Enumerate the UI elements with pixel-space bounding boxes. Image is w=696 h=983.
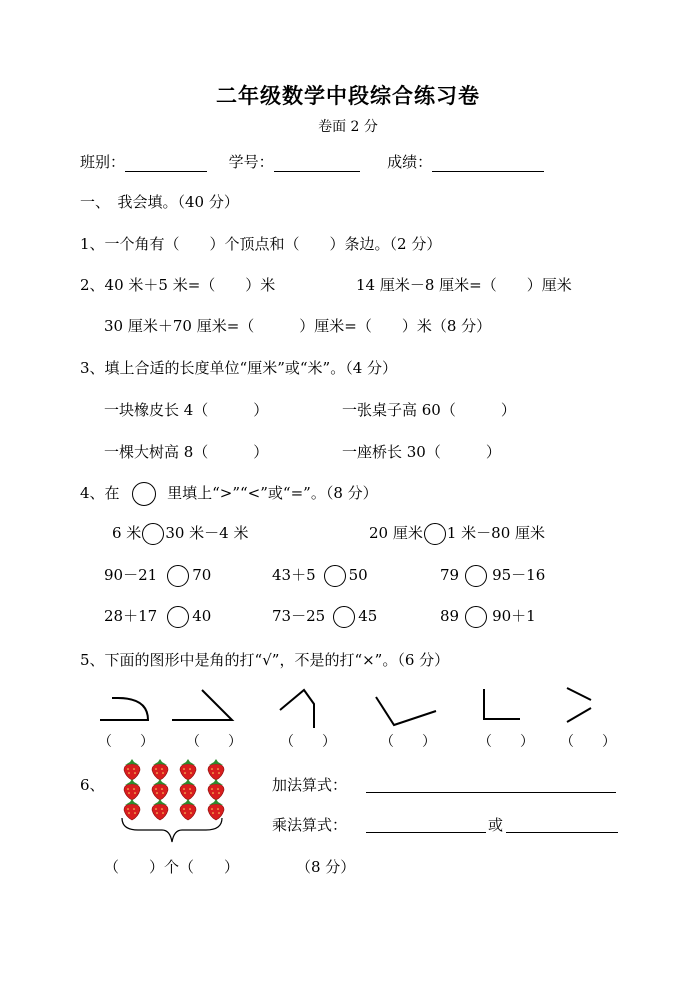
compare-right: 95－16 bbox=[492, 566, 546, 584]
figure-6-line-bottom bbox=[567, 708, 591, 722]
strawberry-icon bbox=[152, 779, 168, 800]
figure-2-angle bbox=[170, 686, 240, 726]
section-heading: 一、 我会填。（40 分） bbox=[80, 193, 239, 211]
compare-left: 43＋5 bbox=[272, 566, 316, 584]
compare-left: 73－25 bbox=[272, 607, 326, 625]
compare-circle[interactable] bbox=[333, 606, 355, 628]
compare-right: 1 米－80 厘米 bbox=[446, 524, 546, 542]
compare-item bbox=[104, 606, 211, 628]
class-label: 班别： bbox=[80, 153, 126, 171]
figure-2-path bbox=[172, 690, 232, 720]
unit-item: 一棵大树高 8（ ） bbox=[104, 443, 269, 461]
question-1: 1、一个角有（ ）个顶点和（ ）条边。（2 分） bbox=[80, 235, 442, 253]
compare-left: 6 米 bbox=[112, 524, 142, 542]
page-title: 二年级数学中段综合练习卷 bbox=[216, 83, 480, 108]
figure-5-path bbox=[484, 689, 520, 719]
compare-right: 70 bbox=[192, 566, 212, 584]
multiplication-label: 乘法算式： bbox=[272, 816, 348, 834]
answer-box[interactable]: （ ） bbox=[380, 734, 436, 750]
question-2-left: 2、40 米＋5 米=（ ）米 bbox=[80, 276, 276, 294]
question-2-line2: 30 厘米＋70 厘米=（ ）厘米=（ ）米（8 分） bbox=[104, 317, 492, 335]
compare-right: 90＋1 bbox=[492, 607, 536, 625]
unit-item: 一座桥长 30（ ） bbox=[342, 443, 501, 461]
student-info-row bbox=[80, 152, 544, 172]
or-label: 或 bbox=[488, 816, 504, 834]
strawberry-icon bbox=[180, 779, 196, 800]
question-2-right: 14 厘米－8 厘米=（ ）厘米 bbox=[356, 276, 572, 294]
compare-circle[interactable] bbox=[465, 565, 487, 587]
strawberry-icon bbox=[152, 799, 168, 820]
figure-1-arc bbox=[96, 690, 156, 730]
strawberry-group bbox=[116, 758, 226, 848]
compare-right: 50 bbox=[348, 566, 368, 584]
page-subtitle: 卷面 2 分 bbox=[318, 119, 378, 135]
figure-4-angle bbox=[372, 693, 442, 733]
strawberry-icon bbox=[124, 799, 140, 820]
compare-left: 20 厘米 bbox=[369, 524, 423, 542]
question-4-prompt bbox=[80, 482, 378, 506]
figure-3-path bbox=[280, 690, 314, 728]
compare-circle[interactable] bbox=[167, 606, 189, 628]
unit-item: 一张桌子高 60（ ） bbox=[342, 401, 516, 419]
addition-answer-line[interactable] bbox=[366, 778, 616, 793]
figure-5-right-angle bbox=[478, 687, 528, 727]
question-6-number: 6、 bbox=[80, 776, 105, 794]
score-label: 成绩： bbox=[387, 153, 433, 171]
compare-circle[interactable] bbox=[167, 565, 189, 587]
figure-6-open-angle bbox=[563, 686, 603, 736]
count-text: （ ）个（ ） bbox=[104, 858, 240, 876]
answer-box[interactable]: （ ） bbox=[560, 734, 616, 750]
strawberry-icon bbox=[208, 759, 224, 780]
compare-item bbox=[440, 606, 536, 628]
compare-item bbox=[112, 523, 248, 545]
answer-box[interactable]: （ ） bbox=[98, 734, 154, 750]
strawberry-icon bbox=[152, 759, 168, 780]
strawberry-icon bbox=[180, 759, 196, 780]
answer-box[interactable]: （ ） bbox=[478, 734, 534, 750]
figure-1-path bbox=[100, 698, 148, 720]
circle-icon bbox=[132, 482, 156, 506]
compare-circle[interactable] bbox=[142, 523, 164, 545]
compare-right: 45 bbox=[358, 607, 378, 625]
q4-prompt-post: 里填上“>”“<”或“=”。（8 分） bbox=[167, 484, 378, 502]
strawberry-icon bbox=[124, 759, 140, 780]
figure-6-line-top bbox=[567, 688, 591, 700]
compare-circle[interactable] bbox=[424, 523, 446, 545]
brace-icon bbox=[122, 818, 222, 842]
compare-right: 30 米－4 米 bbox=[165, 524, 249, 542]
compare-item bbox=[272, 606, 377, 628]
strawberry-icon bbox=[180, 799, 196, 820]
figure-3-bent-line bbox=[276, 686, 326, 736]
compare-left: 89 bbox=[440, 607, 460, 625]
unit-item: 一块橡皮长 4（ ） bbox=[104, 401, 269, 419]
number-label: 学号： bbox=[228, 153, 274, 171]
multiplication-answer-line-1[interactable] bbox=[366, 818, 486, 833]
answer-box[interactable]: （ ） bbox=[280, 734, 336, 750]
compare-item bbox=[272, 565, 368, 587]
strawberry-icon bbox=[208, 799, 224, 820]
compare-right: 40 bbox=[192, 607, 212, 625]
question-5-prompt: 5、下面的图形中是角的打“√”，不是的打“×”。（6 分） bbox=[80, 651, 450, 669]
compare-item bbox=[440, 565, 545, 587]
compare-circle[interactable] bbox=[465, 606, 487, 628]
compare-left: 90－21 bbox=[104, 566, 158, 584]
addition-label: 加法算式： bbox=[272, 776, 348, 794]
question-3-prompt: 3、填上合适的长度单位“厘米”或“米”。（4 分） bbox=[80, 359, 398, 377]
compare-item bbox=[369, 523, 545, 545]
q4-prompt-pre: 4、在 bbox=[80, 484, 120, 502]
compare-item bbox=[104, 565, 211, 587]
q6-score: （8 分） bbox=[296, 858, 356, 876]
strawberry-icon bbox=[124, 779, 140, 800]
compare-circle[interactable] bbox=[324, 565, 346, 587]
answer-box[interactable]: （ ） bbox=[186, 734, 242, 750]
strawberry-icon bbox=[208, 779, 224, 800]
multiplication-answer-line-2[interactable] bbox=[506, 818, 618, 833]
class-field[interactable] bbox=[125, 157, 207, 172]
figure-4-path bbox=[376, 697, 436, 725]
number-field[interactable] bbox=[274, 157, 360, 172]
score-field[interactable] bbox=[432, 157, 544, 172]
compare-left: 28＋17 bbox=[104, 607, 158, 625]
compare-left: 79 bbox=[440, 566, 460, 584]
